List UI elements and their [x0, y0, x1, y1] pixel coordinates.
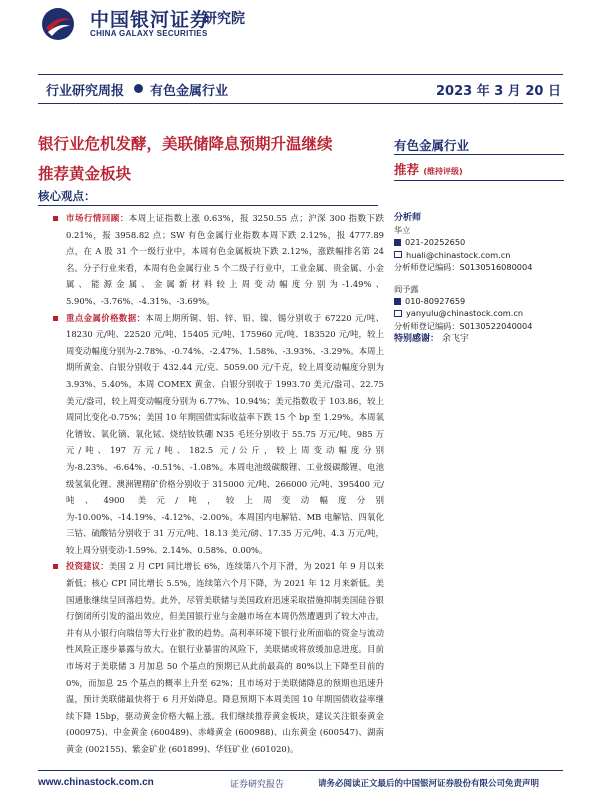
analyst-email[interactable]: yanyulu@chinastock.com.cn	[406, 308, 524, 319]
footer-url[interactable]: www.chinastock.com.cn	[38, 777, 154, 788]
sidebar-rule-2	[394, 180, 564, 181]
report-title-line2: 推荐黄金板块	[38, 164, 132, 183]
analyst-name: 阎予露	[394, 284, 419, 295]
report-type: 行业研究周报	[46, 84, 125, 99]
analyst-cert: 分析师登记编码：S0130522040004	[394, 320, 533, 331]
analyst-email[interactable]: huali@chinastock.com.cn	[406, 249, 511, 260]
analyst-name: 华立	[394, 225, 411, 236]
analyst-cert: 分析师登记编码：S0130516080004	[394, 261, 533, 272]
report-body	[52, 210, 384, 758]
phone-icon	[394, 298, 401, 305]
analyst-block	[394, 212, 564, 332]
bullet-metal-prices: 重点金属价格数据：本周上期所铜、铝、锌、铅、镍、锡分别收于 67220 元/吨、18230 元/吨、22520 元/吨、15405 元/吨、175960 元/吨、183520 元/吨，较上周变动幅度分别为-2.78%、-0.74%、-2.47%、1.58%、-3.93%、-3.29%。本周上期所黄金、白银分别收于 432.44 元/克、5059.00 元/千克，较上周变动幅度分别为 3.93%、5.40%。本周 COMEX 黄金、白银分别收于 1993.70 美元/盎司、22.75 美元/盎司，较上周变动幅度分别为 6.77%、10.94%；美元指数收于 103.86，较上周同比变化-0.75%；美国 10 年期国债实际收益率下跌 15 个 bp 至 1.29%。本周氧化镨钕、氧化镝、氧化铽、烧结钕铁硼 N35 毛坯分别收于 55.75 万元/吨、985 万元/吨、197 万元/吨、182.5 元/公斤，较上周变动幅度分别为-8.23%、-6.64%、-0.51%、-1.08%。本周电池级碳酸锂、工业级碳酸锂、电池级氢氧化锂、澳洲锂精矿价格分别收于 315000 元/吨、266000 元/吨、395400 元/吨、4900 美元/吨，较上周变动幅度分别为-10.00%、-14.19%、-4.12%、-2.00%。本周国内电解钴、MB 电解钴、四氧化三钴、硫酸钴分别收于 31 万元/吨、18.13 美元/磅、17.35 万元/吨、4.3 万元/吨，较上周分别变动-1.59%、2.14%、0.58%、0.00%。	[52, 310, 384, 559]
company-name-cn: 中国银河证券	[90, 9, 211, 31]
sidebar-rating: 推荐 (维持评级)	[394, 162, 463, 177]
report-band	[38, 78, 563, 100]
bullet-investment-advice: 投资建议：美国 2 月 CPI 同比增长 6%，连续第八个月下滑，为 2021 年 9 月以来新低；核心 CPI 同比增长 5.5%，连续第六个月下降，为 2021 年 12 月来新低。美国通胀继续呈回落趋势。此外，尽管美联储与美国政府迅速采取措施抑制美国硅谷银行倒闭所引发的溢出效应，但美国银行业与金融市场在本周仍然遭遇到了较大冲击，并有从小银行向瑞信等大行业扩散的趋势。高利率环境下银行业所面临的资金与流动性风险正逐步暴露与放大。在银行业暴雷的风险下，美联储或将放缓加息进度。目前市场对于美联储 3 月加息 50 个基点的预期已从此前最高的 80%以上下降至目前的 0%，而加息 25 个基点的概率上升至 62%；且市场对于美联储降息的预期也迅速升温，预计美联储最快将于 6 月开始降息。降息预期下本周美国 10 年期国债收益率继续下降 15bp，驱动黄金价格大幅上涨。我们继续推荐黄金板块，建议关注银泰黄金 (000975)、中金黄金 (600489)、赤峰黄金 (600988)、山东黄金 (600547)、湖南黄金 (002155)、紫金矿业 (601899)、华钰矿业 (601020)。	[52, 558, 384, 757]
analyst-phone: 021-20252650	[405, 237, 466, 248]
report-date: 2023 年 3 月 20 日	[436, 84, 561, 99]
email-icon	[394, 310, 402, 317]
band-bottom-rule	[38, 103, 563, 104]
phone-icon	[394, 239, 401, 246]
band-top-rule	[38, 74, 563, 75]
analyst-phone: 010-80927659	[405, 296, 466, 307]
core-rule	[38, 205, 378, 206]
bullet-market-review: 市场行情回顾：本周上证指数上涨 0.63%，报 3250.55 点；沪深 300 指数下跌 0.21%，报 3958.82 点；SW 有色金属行业指数本周下跌 2.12%，报 4777.89 点，在 A 股 31 个一级行业中，本周有色金属板块下跌 2.12%，涨跌幅排名第 24 名。分子行业来看，本周有色金属行业 5 个二级子行业中，工业金属、贵金属、小金属、能源金属、金属新材料较上周变动幅度分别为-1.49%、5.90%、-3.76%、-4.31%、-3.69%。	[52, 210, 384, 310]
analyst-heading: 分析师	[394, 213, 422, 223]
email-icon	[394, 251, 402, 258]
band-dot	[134, 84, 143, 93]
sidebar-sector: 有色金属行业	[394, 138, 470, 153]
footer-doc-type: 证券研究报告	[230, 780, 285, 790]
special-thanks: 特别感谢： 余飞宇	[394, 334, 469, 344]
company-name-en: CHINA GALAXY SECURITIES	[90, 29, 208, 38]
footer-rule	[38, 770, 563, 771]
report-title-line1: 银行业危机发酵，美联储降息预期升温继续	[38, 134, 333, 153]
footer-disclaimer: 请务必阅读正文最后的中国银河证券股份有限公司免责声明	[318, 779, 540, 789]
report-sector: 有色金属行业	[150, 84, 229, 99]
institute-label: 研究院	[203, 11, 245, 27]
core-views-heading: 核心观点：	[38, 189, 96, 203]
sidebar-rule-1	[394, 154, 564, 155]
company-logo	[38, 6, 78, 42]
